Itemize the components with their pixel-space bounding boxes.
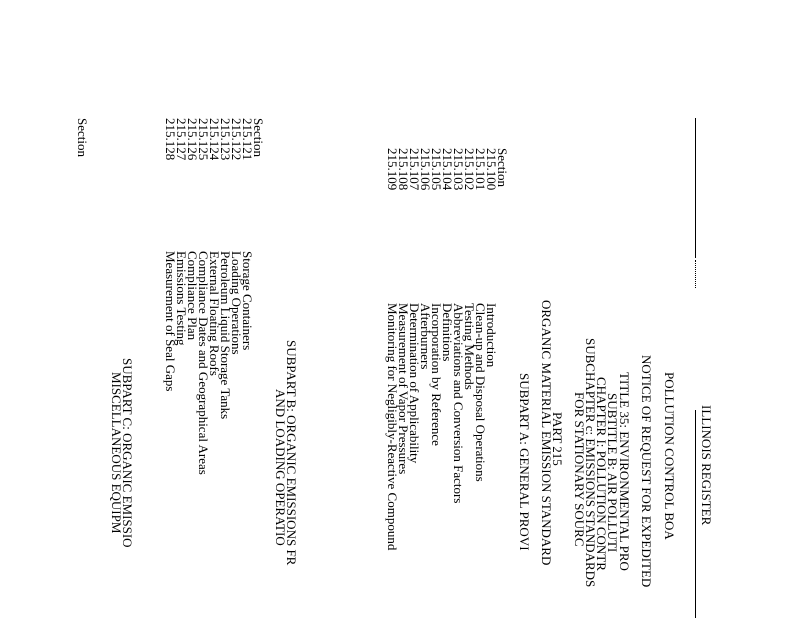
section-number: 215.103 xyxy=(451,148,466,191)
title-line-4: SUBCHAPTER c: EMISSIONS STANDARDS xyxy=(583,338,598,588)
section-number: 215.104 xyxy=(440,148,455,191)
header-rule-small xyxy=(695,260,696,288)
section-row xyxy=(198,118,209,618)
section-number: 215.121 xyxy=(240,118,255,161)
section-row xyxy=(453,148,464,618)
section-title: Compliance Dates and Geographical Areas xyxy=(196,251,211,475)
section-title: Incorporation by Reference xyxy=(429,303,444,446)
section-title: Emissions Testing xyxy=(174,251,189,346)
section-number: 215.109 xyxy=(385,148,400,191)
section-number: 215.128 xyxy=(163,118,178,161)
section-row xyxy=(387,148,398,618)
section-number: 215.106 xyxy=(418,148,433,191)
subpart-c-heading-1: SUBPART C: ORGANIC EMISSIO xyxy=(120,358,135,548)
section-title: Introduction xyxy=(484,303,499,368)
section-title: Monitoring for Negligibly-Reactive Compound xyxy=(385,303,400,551)
section-title: External Floating Roofs xyxy=(207,251,222,376)
title-line-1: TITLE 35: ENVIRONMENTAL PRO xyxy=(617,372,632,571)
subpart-b-heading-1: SUBPART B: ORGANIC EMISSIONS FR xyxy=(284,340,299,566)
subpart-b-heading-2: AND LOADING OPERATIO xyxy=(273,389,288,546)
subpart-a-heading: SUBPART A: GENERAL PROVI xyxy=(517,373,532,551)
section-title: Compliance Plan xyxy=(185,251,200,341)
agency-name: POLLUTION CONTROL BOA xyxy=(662,372,677,540)
section-title: Measurement of Seal Gaps xyxy=(163,251,178,392)
section-title: Afterburners xyxy=(418,303,433,370)
part-number: PART 215 xyxy=(550,412,565,466)
title-line-2: SUBTITLE B: AIR POLLUTI xyxy=(605,393,620,553)
section-number: 215.108 xyxy=(396,148,411,191)
section-number: 215.127 xyxy=(174,118,189,161)
section-label-text: Section xyxy=(495,148,510,187)
section-label xyxy=(497,148,508,618)
section-number: 215.126 xyxy=(185,118,200,161)
subpart-a-sections xyxy=(387,148,508,618)
section-number: 215.107 xyxy=(407,148,422,191)
subpart-b-sections xyxy=(165,118,264,618)
title-line-5: FOR STATIONARY SOURC xyxy=(572,392,587,547)
section-number: 215.105 xyxy=(429,148,444,191)
section-number: 215.100 xyxy=(484,148,499,191)
section-number: 215.122 xyxy=(229,118,244,161)
header-rule-left xyxy=(695,118,696,258)
running-head-rule xyxy=(695,410,696,618)
notice-title: NOTICE OF REQUEST FOR EXPEDITED xyxy=(639,355,654,588)
section-row xyxy=(187,118,198,618)
section-number: 215.123 xyxy=(218,118,233,161)
section-number: 215.125 xyxy=(196,118,211,161)
section-label-text: Section xyxy=(251,118,266,157)
section-title: Storage Containers xyxy=(240,251,255,351)
subpart-c-section-label: Section xyxy=(75,118,90,157)
section-row xyxy=(165,118,176,618)
section-title: Determination of Applicability xyxy=(407,303,422,464)
section-title: Testing Methods xyxy=(462,303,477,390)
section-title: Abbreviations and Conversion Factors xyxy=(451,303,466,504)
section-title: Petroleum Liquid Storage Tanks xyxy=(218,251,233,420)
title-line-3: CHAPTER I: POLLUTION CONTR xyxy=(594,377,609,571)
section-title: Loading Operations xyxy=(229,251,244,355)
section-row xyxy=(242,118,253,618)
section-number: 215.102 xyxy=(462,148,477,191)
section-number: 215.101 xyxy=(473,148,488,191)
running-head: ILLINOIS REGISTER xyxy=(699,405,714,526)
section-label xyxy=(253,118,264,618)
subpart-c-heading-2: MISCELLANEOUS EQUIPM xyxy=(109,372,124,534)
section-title: Clean-up and Disposal Operations xyxy=(473,303,488,482)
section-number: 215.124 xyxy=(207,118,222,161)
section-row xyxy=(431,148,442,618)
part-title: ORGANIC MATERIAL EMISSION STANDARD xyxy=(539,300,554,566)
section-title: Definitions xyxy=(440,303,455,362)
section-title: Measurement of Vapor Pressures xyxy=(396,303,411,475)
